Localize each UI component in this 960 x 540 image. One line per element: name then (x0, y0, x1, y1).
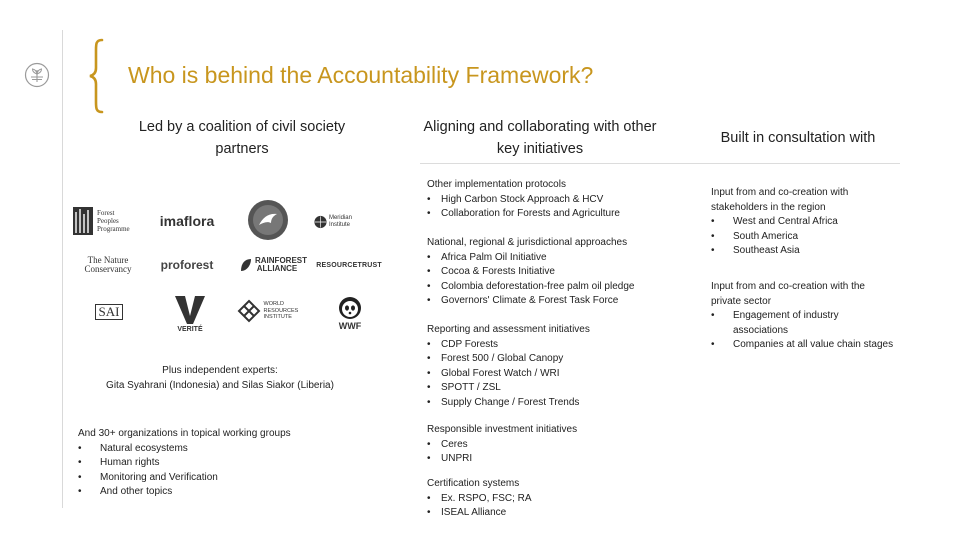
fpp-logo (72, 203, 142, 239)
frog-icon (239, 257, 253, 273)
wri-logo (234, 296, 304, 326)
initiative-jurisdictional (427, 236, 687, 309)
list-item: • Monitoring and Verification (78, 471, 378, 486)
list-item: • SPOTT / ZSL (427, 381, 687, 396)
sai-logo (80, 292, 138, 332)
list-item: • UNPRI (427, 452, 687, 467)
imaflora-logo (152, 208, 222, 234)
wri-knot-icon (237, 299, 261, 323)
section-title: Input from and co-creation with the private sector (711, 281, 865, 307)
experts-line-2: Gita Syahrani (Indonesia) and Silas Siakor (Liberia) (106, 379, 334, 391)
consultation-region (711, 186, 896, 259)
fpp-mark-icon (72, 206, 94, 236)
section-title: Other implementation protocols (427, 179, 566, 190)
section-title: National, regional & jurisdictional approaches (427, 237, 628, 248)
right-column-heading: Built in consultation with (720, 130, 876, 146)
resourcetrust-logo (318, 256, 380, 274)
list-item: • Cocoa & Forests Initiative (427, 265, 687, 280)
wwf-panda-logo (332, 290, 368, 334)
tnc-text: The Nature Conservancy (84, 255, 132, 274)
vertical-divider (62, 30, 63, 508)
working-groups-list (78, 442, 378, 500)
section-title: Reporting and assessment initiatives (427, 324, 590, 335)
wri-text: WORLD RESOURCES INSTITUTE (263, 301, 299, 321)
working-groups-title: And 30+ organizations in topical working groups (78, 428, 291, 439)
sai-text: SAI (95, 304, 124, 320)
list-item: • Governors' Climate & Forest Task Force (427, 294, 687, 309)
initiative-other-protocols (427, 178, 687, 222)
list-item: • Human rights (78, 456, 378, 471)
list-item: • Ceres (427, 438, 687, 453)
list-item: • Ex. RSPO, FSC; RA (427, 492, 687, 507)
section-title: Input from and co-creation with stakeholders in the region (711, 187, 849, 213)
section-title: Responsible investment initiatives (427, 424, 578, 435)
list-item: • High Carbon Stock Approach & HCV (427, 193, 687, 208)
fpp-text: Forest Peoples Programme (97, 209, 130, 233)
panda-icon (336, 293, 364, 321)
list-item: • Companies at all value chain stages (711, 338, 896, 353)
working-groups (78, 427, 378, 500)
list-item: • Natural ecosystems (78, 442, 378, 457)
proforest-text: proforest (160, 258, 214, 272)
list-item: • Africa Palm Oil Initiative (427, 251, 687, 266)
meridian-text: Meridian Institute (328, 215, 352, 228)
list-item: • West and Central Africa (711, 215, 896, 230)
bird-seal-logo (246, 198, 290, 242)
list-item: • Supply Change / Forest Trends (427, 396, 687, 411)
list-item: • ISEAL Alliance (427, 506, 687, 521)
left-column-heading: Led by a coalition of civil society partners (138, 119, 346, 157)
experts-line-1: Plus independent experts: (162, 365, 278, 376)
proforest-logo (156, 254, 218, 276)
tnc-logo (72, 252, 144, 278)
list-item: • Global Forest Watch / WRI (427, 367, 687, 382)
page-title: Who is behind the Accountability Framework? (128, 62, 594, 88)
imaflora-text: imaflora (159, 213, 215, 229)
rainforest-text: RAINFOREST ALLIANCE (255, 256, 307, 273)
bird-seal-icon (247, 199, 289, 241)
list-item: • South America (711, 230, 896, 245)
middle-column-heading: Aligning and collaborating with other key initiatives (423, 119, 657, 157)
meridian-globe-icon (314, 214, 327, 230)
initiative-certification (427, 477, 687, 521)
leaf-circle-icon (24, 62, 50, 88)
meridian-logo (314, 210, 366, 234)
heading-divider (420, 163, 900, 164)
independent-experts (100, 364, 340, 393)
rainforest-alliance-logo (238, 252, 307, 278)
initiative-investment (427, 423, 687, 467)
resourcetrust-text: RESOURCETRUST (316, 261, 382, 269)
list-item: • Engagement of industry associations (711, 309, 896, 338)
verite-logo (164, 290, 216, 336)
consultation-private-sector (711, 280, 896, 353)
verite-text: VERITÉ (177, 325, 203, 333)
section-title: Certification systems (427, 478, 520, 489)
list-item: • CDP Forests (427, 338, 687, 353)
verite-v-icon (173, 294, 207, 326)
list-item: • Colombia deforestation-free palm oil pledge (427, 280, 687, 295)
list-item: • Forest 500 / Global Canopy (427, 352, 687, 367)
list-item: • And other topics (78, 485, 378, 500)
list-item: • Southeast Asia (711, 244, 896, 259)
list-item: • Collaboration for Forests and Agriculture (427, 207, 687, 222)
wwf-text: WWF (338, 321, 362, 331)
initiative-reporting (427, 323, 687, 410)
brace-decoration (88, 38, 108, 114)
